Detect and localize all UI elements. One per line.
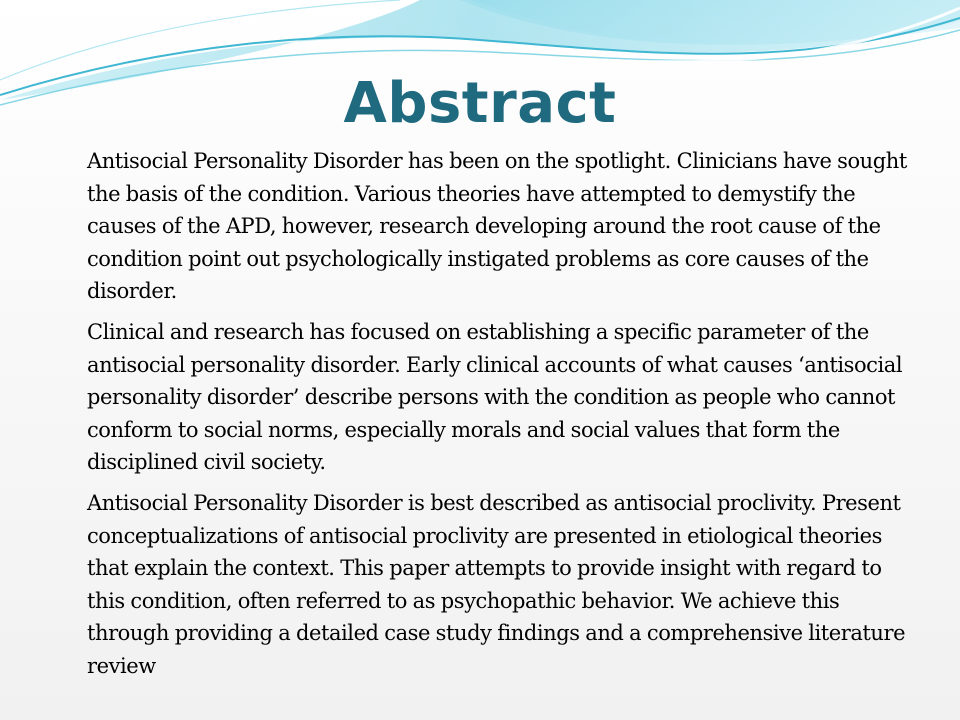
abstract-paragraph-2: Clinical and research has focused on establishing a specific parameter of the antisocial personality disorder. Early clinical accounts of what causes ‘antisocial personality disorder’ describe persons with the condition as people who cannot conform to social norms, especially morals and social values that form the disciplined civil society. (87, 319, 903, 475)
abstract-paragraph-1: Antisocial Personality Disorder has been on the spotlight. Clinicians have sought the basis of the condition. Various theories have attempted to demystify the causes of the APD, however, research developing around the root cause of the condition point out psychologically instigated problems as core causes of the disorder. (87, 149, 907, 304)
abstract-paragraph-3: Antisocial Personality Disorder is best described as antisocial proclivity. Present conceptualizations of antisocial proclivity are presented in etiological theories that explain the context. This paper attempts to provide insight with regard to this condition, often referred to as psychopathic behavior. We achieve this through providing a detailed case study findings and a comprehensive literature review (87, 490, 906, 678)
abstract-body (87, 145, 907, 691)
slide-title: Abstract (343, 71, 617, 136)
